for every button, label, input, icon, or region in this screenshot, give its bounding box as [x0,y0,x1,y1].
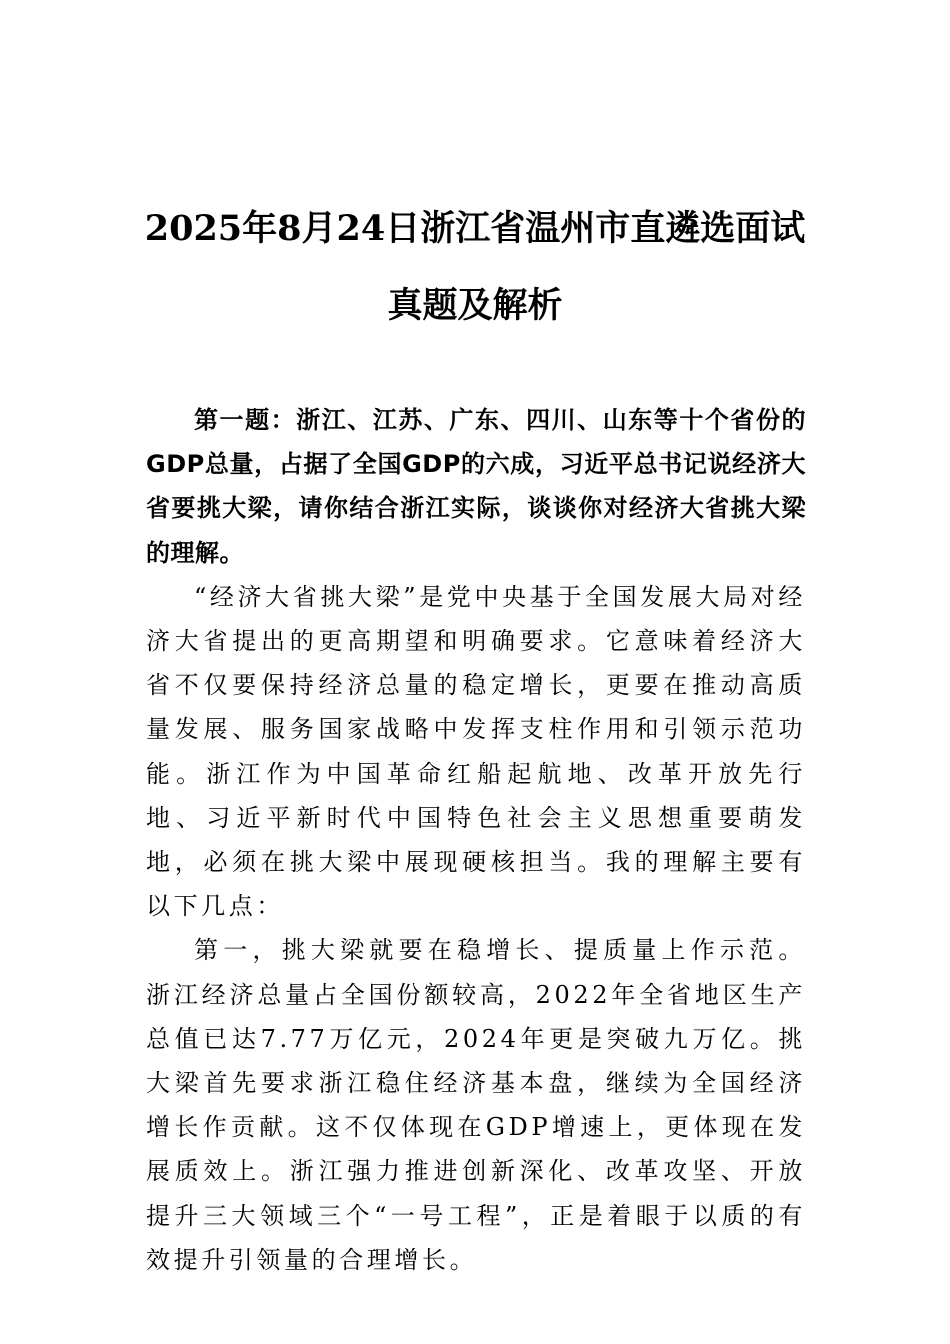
question-paragraph: 第一题：浙江、江苏、广东、四川、山东等十个省份的GDP总量，占据了全国GDP的六成，习近平总书记说经济大省要挑大梁，请你结合浙江实际，谈谈你对经济大省挑大梁的理解。 [146,406,806,567]
answer-intro-paragraph: “经济大省挑大梁”是党中央基于全国发展大局对经济大省提出的更高期望和明确要求。它意味着经济大省不仅要保持经济总量的稳定增长，更要在推动高质量发展、服务国家战略中发挥支柱作用和引领示范功能。浙江作为中国革命红船起航地、改革开放先行地、习近平新时代中国特色社会主义思想重要萌发地，必须在挑大梁中展现硬核担当。我的理解主要有以下几点： [146,582,806,921]
title-line-1: 2025年8月24日浙江省温州市直遴选面试 [144,208,806,249]
answer-point-1-paragraph: 第一，挑大梁就要在稳增长、提质量上作示范。 浙江经济总量占全国份额较高，2022年全省地区生产总值已达7.77万亿元，2024年更是突破九万亿。挑大梁首先要求浙江稳住经济基本盘，继续为全国经济增长作贡献。这不仅体现在GDP增速上，更体现在发展质效上。浙江强力推进创新深化、改革攻坚、开放提升三大领域三个“一号工程”，正是着眼于以质的有效提升引领量的合理增长。 [146,936,806,1274]
document-title [120,190,830,344]
document-body [146,398,806,1282]
title-line-2: 真题及解析 [387,285,563,326]
